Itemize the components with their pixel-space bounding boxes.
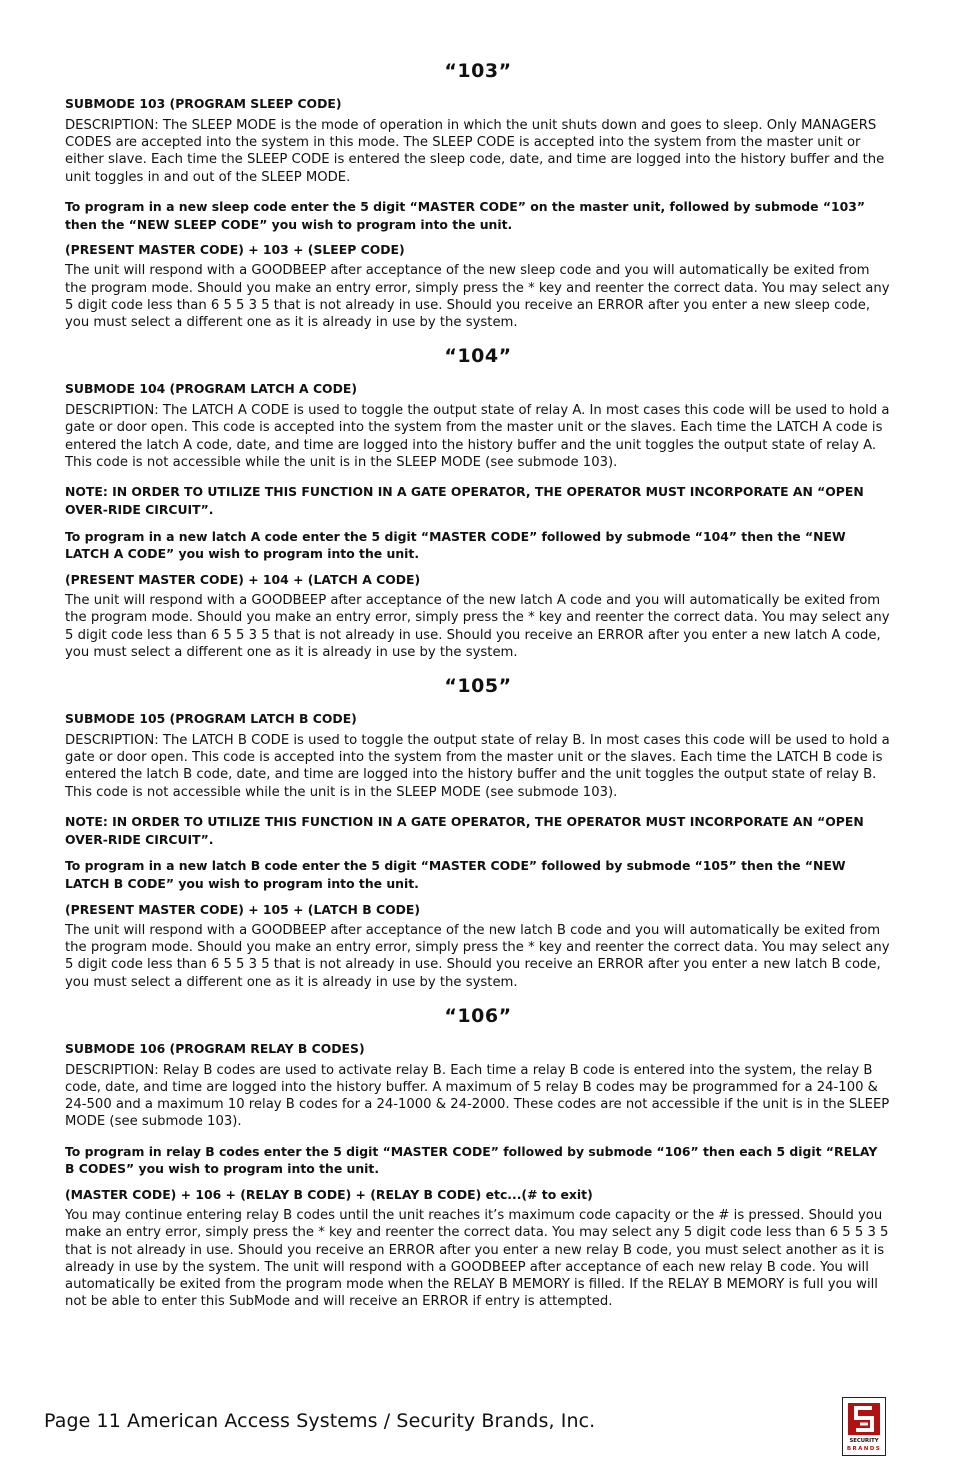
response-paragraph: You may continue entering relay B codes until the unit reaches it’s maximum code capacity or the # is pressed. Should you make an entry error, simply press the * key and reenter the correct data. You may select any 5 digit code less than 6 5 5 3 5 that is not already in use. Should you receive an ERROR after you enter a new relay B code, you must select another as it is already in use by the system. The unit will respond with a GOODBEEP after acceptance of each new relay B code. You will automatically be exited from the program mode when the RELAY B MEMORY is filled. If the RELAY B MEMORY is full you will not be able to enter this SubMode and will receive an ERROR if entry is attempted. xyxy=(65,1208,889,1310)
description-paragraph: DESCRIPTION: The LATCH B CODE is used to toggle the output state of relay B. In most cases this code will be used to hold a gate or door open. This code is accepted into the system from the master unit or the slaves. Each time the LATCH B code is entered the latch B code, date, and time are logged into the history buffer and the unit toggles the output state of relay B. This code is not accessible while the unit is in the SLEEP MODE (see submode 103). xyxy=(65,733,890,800)
code-formula: (PRESENT MASTER CODE) + 104 + (LATCH A CODE) xyxy=(65,572,421,588)
instruction-paragraph: To program in a new sleep code enter the 5 digit “MASTER CODE” on the master unit, followed by submode “103” then the “NEW SLEEP CODE” you wish to program into the unit. xyxy=(65,198,865,232)
logo-text-brands: BRANDS xyxy=(846,1446,882,1452)
instruction-paragraph: To program in a new latch B code enter the 5 digit “MASTER CODE” followed by submode “105” then the “NEW LATCH B CODE” you wish to program into the unit. xyxy=(65,858,846,892)
code-formula: (PRESENT MASTER CODE) + 103 + (SLEEP CODE) xyxy=(65,242,405,258)
instruction-paragraph: To program in relay B codes enter the 5 digit “MASTER CODE” followed by submode “106” then each 5 digit “RELAY B CODES” you wish to program into the unit. xyxy=(65,1143,878,1177)
document-body xyxy=(65,60,891,1324)
code-formula: (PRESENT MASTER CODE) + 105 + (LATCH B CODE) xyxy=(65,902,421,918)
logo-mark-icon xyxy=(847,1402,881,1436)
note-paragraph: NOTE: IN ORDER TO UTILIZE THIS FUNCTION IN A GATE OPERATOR, THE OPERATOR MUST INCORPORATE AN “OPEN OVER-RIDE CIRCUIT”. xyxy=(65,484,864,517)
submode-title: SUBMODE 106 (PROGRAM RELAY B CODES) xyxy=(65,1040,365,1056)
section-103 xyxy=(65,60,891,331)
code-formula: (MASTER CODE) + 106 + (RELAY B CODE) + (RELAY B CODE) etc...(# to exit) xyxy=(65,1187,593,1203)
page-footer: Page 11 American Access Systems / Security Brands, Inc. xyxy=(44,1410,596,1432)
response-paragraph: The unit will respond with a GOODBEEP after acceptance of the new latch A code and you will automatically be exited from the program mode. Should you make an entry error, simply press the * key and reenter the correct data. You may select any 5 digit code less than 6 5 5 3 5 that is not already in use. Should you receive an ERROR after you enter a new latch A code, you must select a different one as it is already in use by the system. xyxy=(65,593,890,660)
security-brands-logo xyxy=(842,1397,886,1456)
description-paragraph: DESCRIPTION: Relay B codes are used to activate relay B. Each time a relay B code is entered into the system, the relay B code, date, and time are logged into the history buffer. A maximum of 5 relay B codes may be programmed for a 24-100 & 24-500 and a maximum 10 relay B codes for a 24-1000 & 24-2000. These codes are not accessible if the unit is in the SLEEP MODE (see submode 103). xyxy=(65,1062,890,1130)
instruction-paragraph: To program in a new latch A code enter the 5 digit “MASTER CODE” followed by submode “104” then the “NEW LATCH A CODE” you wish to program into the unit. xyxy=(65,528,846,562)
section-105 xyxy=(65,675,891,991)
response-paragraph: The unit will respond with a GOODBEEP after acceptance of the new sleep code and you will automatically be exited from the program mode. Should you make an entry error, simply press the * key and reenter the correct data. You may select any 5 digit code less than 6 5 5 3 5 that is not already in use. Should you receive an ERROR after you enter a new sleep code, you must select a different one as it is already in use by the system. xyxy=(65,263,890,331)
section-heading: “105” xyxy=(444,675,512,698)
note-paragraph: NOTE: IN ORDER TO UTILIZE THIS FUNCTION IN A GATE OPERATOR, THE OPERATOR MUST INCORPORATE AN “OPEN OVER-RIDE CIRCUIT”. xyxy=(65,813,864,847)
description-paragraph: DESCRIPTION: The LATCH A CODE is used to toggle the output state of relay A. In most cases this code will be used to hold a gate or door open. This code is accepted into the system from the master unit or the slaves. Each time the LATCH A code is entered the latch A code, date, and time are logged into the history buffer and the unit toggles the output state of relay A. This code is not accessible while the unit is in the SLEEP MODE (see submode 103). xyxy=(65,403,890,470)
section-heading: “104” xyxy=(444,345,512,368)
submode-title: SUBMODE 103 (PROGRAM SLEEP CODE) xyxy=(65,96,342,111)
submode-title: SUBMODE 105 (PROGRAM LATCH B CODE) xyxy=(65,711,357,727)
description-paragraph: DESCRIPTION: The SLEEP MODE is the mode of operation in which the unit shuts down and goes to sleep. Only MANAGERS CODES are accepted into the system in this mode. The SLEEP CODE is accepted into the system from the master unit or either slave. Each time the SLEEP CODE is entered the sleep code, date, and time are logged into the history buffer and the unit toggles in and out of the SLEEP MODE. xyxy=(65,118,885,185)
submode-title: SUBMODE 104 (PROGRAM LATCH A CODE) xyxy=(65,381,357,397)
section-heading: “106” xyxy=(444,1004,512,1027)
section-104 xyxy=(65,345,891,661)
section-106 xyxy=(65,1005,891,1311)
logo-text-security: SECURITY xyxy=(849,1438,879,1444)
response-paragraph: The unit will respond with a GOODBEEP after acceptance of the new latch B code and you will automatically be exited from the program mode. Should you make an entry error, simply press the * key and reenter the correct data. You may select any 5 digit code less than 6 5 5 3 5 that is not already in use. Should you receive an ERROR after you enter a new latch B code, you must select a different one as it is already in use by the system. xyxy=(65,923,890,990)
section-heading: “103” xyxy=(444,60,512,82)
